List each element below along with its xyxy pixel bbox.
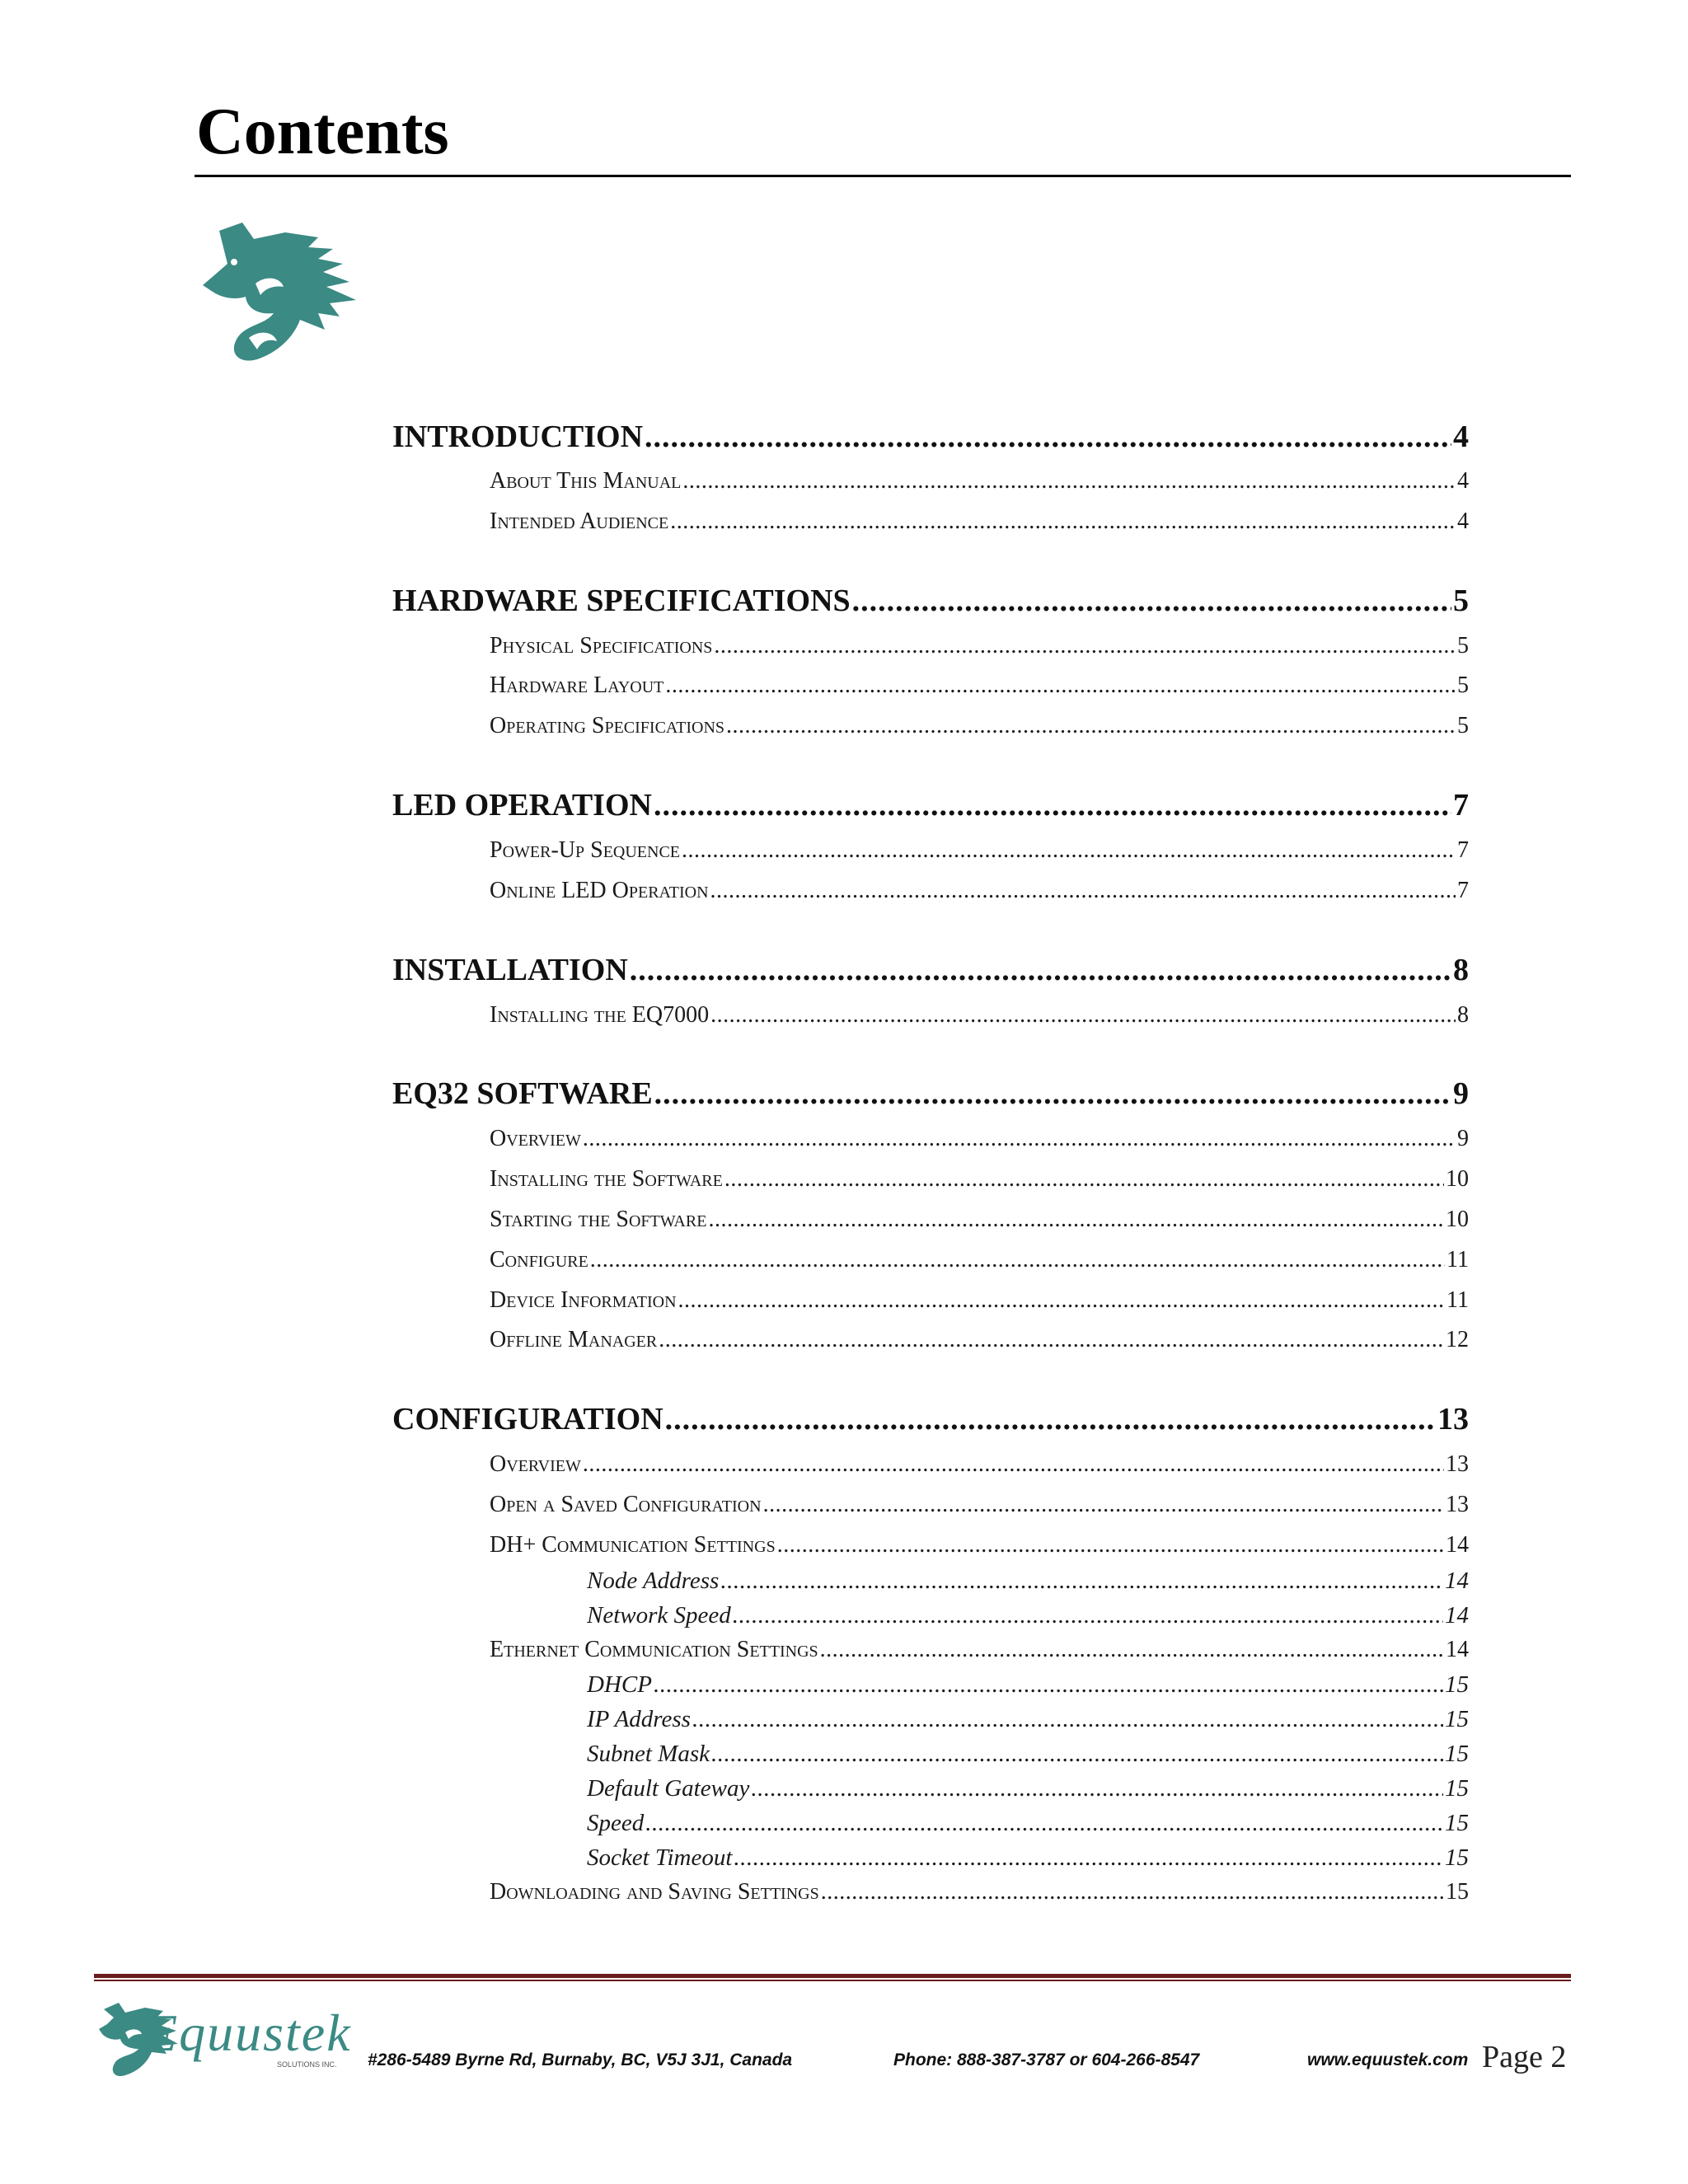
toc-entry-level2[interactable]	[490, 673, 1469, 699]
toc-leader-dots	[682, 468, 1456, 494]
toc-entry-page: 15	[1446, 1879, 1469, 1905]
toc-leader-dots	[733, 1602, 1443, 1629]
toc-entry-label: Ethernet Communication Settings	[490, 1637, 818, 1662]
toc-entry-level2[interactable]	[490, 1126, 1469, 1152]
toc-entry-level1[interactable]	[392, 419, 1469, 455]
toc-entry-page: 4	[1453, 419, 1469, 454]
toc-entry-page: 5	[1453, 583, 1469, 618]
toc-leader-dots	[645, 419, 1451, 455]
toc-leader-dots	[777, 1532, 1444, 1558]
footer-divider-thin	[94, 1980, 1571, 1981]
toc-entry-page: 13	[1446, 1492, 1469, 1517]
toc-entry-label: About This Manual	[490, 468, 682, 494]
toc-leader-dots	[710, 878, 1456, 904]
toc-entry-label: EQ32 SOFTWARE	[392, 1076, 653, 1111]
toc-entry-label: Offline Manager	[490, 1327, 658, 1352]
toc-entry-label: Network Speed	[587, 1602, 731, 1629]
footer-phone: Phone: 888-387-3787 or 604-266-8547	[893, 2050, 1200, 2069]
toc-entry-level1[interactable]	[392, 1401, 1469, 1437]
toc-entry-page: 5	[1457, 633, 1469, 658]
toc-leader-dots	[724, 1166, 1444, 1193]
toc-entry-label: DHCP	[587, 1671, 652, 1698]
toc-entry-label: Device Information	[490, 1287, 677, 1313]
toc-entry-level2[interactable]	[490, 1327, 1469, 1353]
toc-leader-dots	[583, 1451, 1444, 1478]
footer-logo-subtitle: SOLUTIONS INC.	[277, 2060, 337, 2069]
toc-entry-page: 7	[1453, 788, 1469, 823]
toc-entry-label: Installing the Software	[490, 1166, 723, 1192]
toc-entry-label: Online LED Operation	[490, 878, 709, 903]
footer-address: #286-5489 Byrne Rd, Burnaby, BC, V5J 3J1, Canada	[368, 2050, 793, 2069]
toc-leader-dots	[654, 1076, 1451, 1112]
toc-entry-page: 5	[1457, 713, 1469, 738]
toc-entry-page: 10	[1446, 1207, 1469, 1232]
toc-leader-dots	[590, 1247, 1445, 1273]
toc-entry-label: LED OPERATION	[392, 788, 652, 823]
toc-entry-level3[interactable]	[587, 1706, 1469, 1733]
toc-entry-page: 12	[1446, 1327, 1469, 1352]
toc-entry-label: Installing the EQ7000	[490, 1002, 710, 1028]
toc-entry-level1[interactable]	[392, 952, 1469, 988]
toc-entry-level2[interactable]	[490, 1492, 1469, 1518]
toc-entry-level2[interactable]	[490, 1247, 1469, 1273]
toc-entry-label: INSTALLATION	[392, 953, 628, 987]
toc-entry-page: 4	[1457, 509, 1469, 534]
toc-entry-level2[interactable]	[490, 1532, 1469, 1558]
toc-entry-level1[interactable]	[392, 583, 1469, 619]
toc-entry-page: 11	[1447, 1247, 1469, 1272]
footer-divider	[94, 1974, 1571, 1978]
toc-entry-page: 13	[1437, 1402, 1469, 1436]
toc-entry-label: Overview	[490, 1126, 581, 1151]
toc-leader-dots	[708, 1207, 1444, 1233]
toc-leader-dots	[665, 1401, 1436, 1437]
toc-entry-label: Speed	[587, 1810, 645, 1836]
toc-leader-dots	[659, 1327, 1444, 1353]
toc-leader-dots	[583, 1126, 1456, 1152]
toc-entry-level2[interactable]	[490, 1879, 1469, 1905]
toc-leader-dots	[852, 583, 1451, 619]
toc-entry-level2[interactable]	[490, 1287, 1469, 1314]
toc-entry-level2[interactable]	[490, 1637, 1469, 1663]
toc-entry-page: 13	[1446, 1451, 1469, 1477]
toc-entry-page: 4	[1457, 468, 1469, 494]
toc-leader-dots	[630, 952, 1451, 988]
toc-leader-dots	[692, 1706, 1443, 1733]
toc-entry-label: Default Gateway	[587, 1775, 750, 1802]
toc-entry-page: 15	[1445, 1741, 1469, 1767]
toc-entry-level2[interactable]	[490, 1166, 1469, 1193]
toc-entry-level2[interactable]	[490, 1002, 1469, 1029]
toc-entry-label: CONFIGURATION	[392, 1402, 663, 1436]
toc-entry-level1[interactable]	[392, 787, 1469, 823]
toc-leader-dots	[714, 633, 1456, 659]
title-divider	[195, 175, 1571, 177]
toc-entry-level3[interactable]	[587, 1568, 1469, 1595]
toc-leader-dots	[726, 713, 1456, 739]
toc-entry-level2[interactable]	[490, 468, 1469, 494]
toc-leader-dots	[654, 1671, 1443, 1699]
toc-entry-label: Starting the Software	[490, 1207, 707, 1232]
toc-entry-page: 5	[1457, 673, 1469, 698]
toc-leader-dots	[654, 787, 1451, 823]
toc-entry-level2[interactable]	[490, 633, 1469, 659]
toc-entry-label: DH+ Communication Settings	[490, 1532, 776, 1558]
toc-entry-label: Intended Audience	[490, 509, 669, 534]
toc-entry-label: Configure	[490, 1247, 588, 1272]
toc-entry-page: 15	[1445, 1775, 1469, 1802]
toc-entry-page: 15	[1445, 1706, 1469, 1732]
toc-entry-label: Socket Timeout	[587, 1844, 733, 1871]
toc-entry-level3[interactable]	[587, 1741, 1469, 1768]
toc-leader-dots	[670, 509, 1456, 535]
toc-entry-level3[interactable]	[587, 1844, 1469, 1872]
toc-entry-page: 14	[1445, 1568, 1469, 1594]
toc-entry-label: HARDWARE SPECIFICATIONS	[392, 583, 851, 618]
toc-entry-page: 15	[1445, 1810, 1469, 1836]
toc-entry-page: 7	[1457, 878, 1469, 903]
page-title: Contents	[196, 96, 449, 168]
toc-leader-dots	[665, 673, 1456, 699]
toc-entry-label: Hardware Layout	[490, 673, 664, 698]
toc-entry-level2[interactable]	[490, 1207, 1469, 1233]
toc-entry-label: Operating Specifications	[490, 713, 725, 738]
toc-entry-label: Power-Up Sequence	[490, 837, 681, 863]
toc-entry-label: Node Address	[587, 1568, 720, 1594]
toc-entry-level1[interactable]	[392, 1076, 1469, 1112]
toc-entry-page: 8	[1457, 1002, 1469, 1028]
toc-entry-level3[interactable]	[587, 1775, 1469, 1802]
toc-entry-level2[interactable]	[490, 509, 1469, 535]
toc-entry-page: 10	[1446, 1166, 1469, 1192]
toc-leader-dots	[820, 1637, 1444, 1663]
toc-entry-label: Physical Specifications	[490, 633, 713, 658]
toc-entry-label: Subnet Mask	[587, 1741, 710, 1767]
toc-leader-dots	[645, 1810, 1443, 1837]
toc-entry-page: 11	[1447, 1287, 1469, 1313]
toc-entry-label: IP Address	[587, 1706, 691, 1732]
page-number: Page 2	[1482, 2040, 1567, 2074]
footer-logo-wordmark: Equustek	[145, 2004, 352, 2062]
toc-entry-level3[interactable]	[587, 1671, 1469, 1699]
toc-entry-page: 7	[1457, 837, 1469, 863]
toc-entry-page: 9	[1453, 1076, 1469, 1111]
toc-entry-label: Overview	[490, 1451, 581, 1477]
toc-entry-label: INTRODUCTION	[392, 419, 644, 454]
toc-entry-label: Open a Saved Configuration	[490, 1492, 762, 1517]
toc-leader-dots	[821, 1879, 1444, 1905]
toc-entry-page: 8	[1453, 953, 1469, 987]
toc-entry-page: 15	[1445, 1671, 1469, 1698]
toc-leader-dots	[734, 1844, 1443, 1872]
toc-entry-page: 14	[1446, 1637, 1469, 1662]
toc-leader-dots	[763, 1492, 1444, 1518]
toc-entry-level3[interactable]	[587, 1602, 1469, 1629]
toc-entry-page: 9	[1457, 1126, 1469, 1151]
toc-leader-dots	[710, 1002, 1456, 1029]
toc-leader-dots	[751, 1775, 1443, 1802]
toc-entry-page: 15	[1445, 1844, 1469, 1871]
toc-leader-dots	[711, 1741, 1443, 1768]
toc-entry-label: Downloading and Saving Settings	[490, 1879, 819, 1905]
horse-logo-icon	[195, 214, 376, 371]
toc-entry-level2[interactable]	[490, 713, 1469, 739]
toc-entry-level2[interactable]	[490, 878, 1469, 904]
toc-entry-level2[interactable]	[490, 1451, 1469, 1478]
footer-website[interactable]: www.equustek.com	[1307, 2050, 1469, 2069]
toc-entry-level2[interactable]	[490, 837, 1469, 864]
toc-leader-dots	[720, 1568, 1443, 1595]
toc-leader-dots	[678, 1287, 1445, 1314]
toc-entry-level3[interactable]	[587, 1810, 1469, 1837]
toc-entry-page: 14	[1446, 1532, 1469, 1558]
toc-leader-dots	[682, 837, 1456, 864]
toc-entry-page: 14	[1445, 1602, 1469, 1629]
